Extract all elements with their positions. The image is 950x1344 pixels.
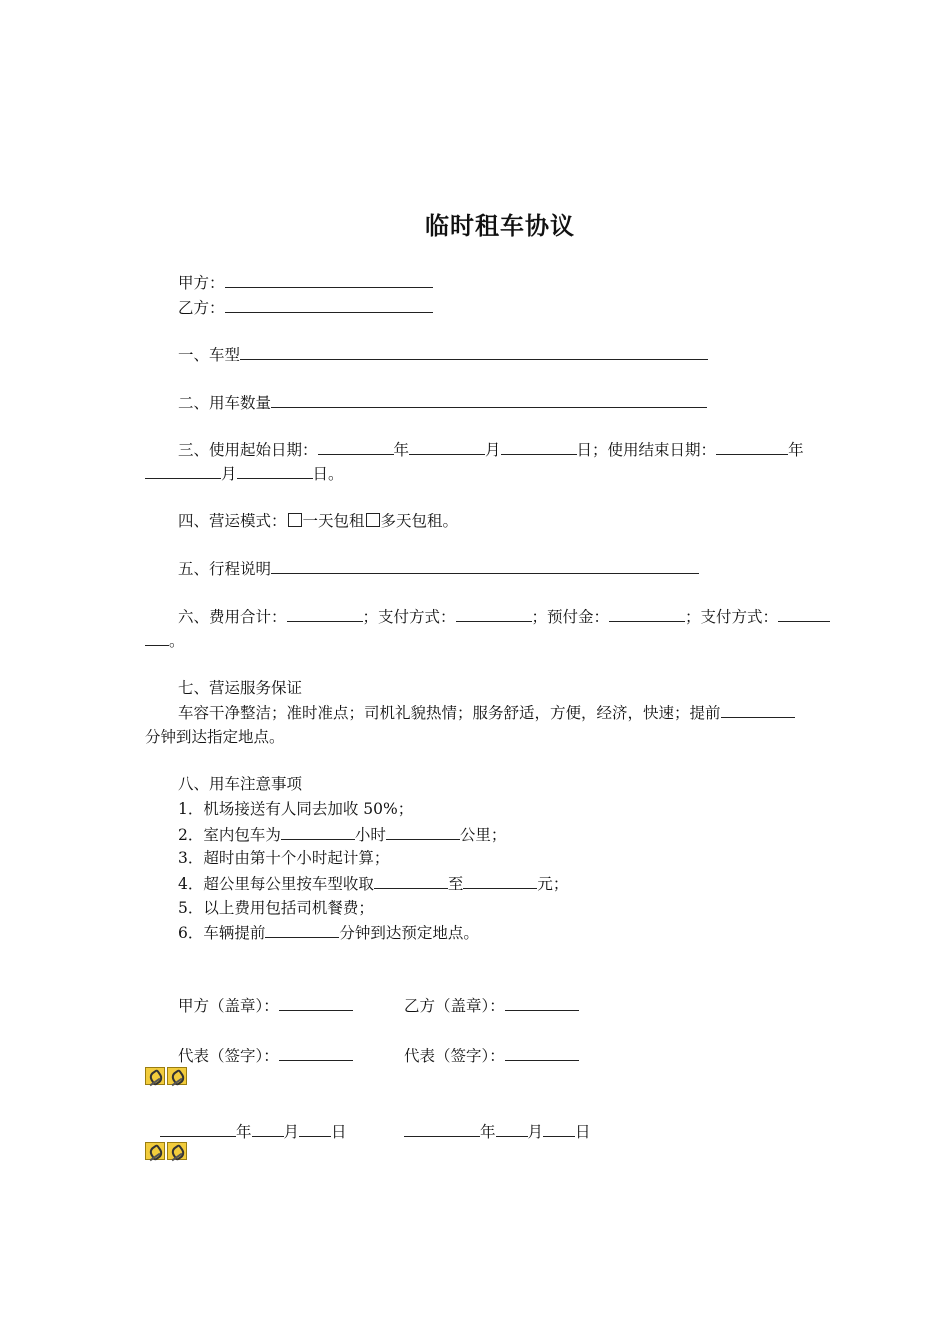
- section-operation-mode: [178, 511, 458, 531]
- advance-minutes-blank[interactable]: [721, 702, 795, 718]
- year-label: 年: [480, 1123, 496, 1141]
- embedded-object-icons: [145, 1067, 187, 1085]
- note-text: 公里；: [459, 826, 507, 844]
- party-a-line: [178, 272, 433, 293]
- party-a-month-blank[interactable]: [252, 1121, 284, 1137]
- itinerary-label: 五、行程说明: [178, 560, 272, 578]
- party-b-seal-label: 乙方（盖章）：: [404, 997, 505, 1015]
- month-label: 月: [221, 465, 237, 483]
- party-b-day-blank[interactable]: [543, 1121, 575, 1137]
- price-max-blank[interactable]: [463, 873, 537, 889]
- page-title: 临时租车协议: [425, 212, 575, 240]
- year-label: 年: [236, 1123, 252, 1141]
- payment-method-label: ；支付方式：: [362, 608, 456, 626]
- party-b-month-blank[interactable]: [496, 1121, 528, 1137]
- prepayment-blank[interactable]: [609, 606, 685, 622]
- party-a-year-blank[interactable]: [160, 1121, 236, 1137]
- note-item: [178, 824, 506, 845]
- hours-blank[interactable]: [281, 824, 355, 840]
- period: 。: [169, 632, 185, 650]
- party-b-line: [178, 297, 433, 318]
- party-b-rep-line: [404, 1045, 579, 1066]
- note-item: [178, 922, 479, 943]
- party-a-day-blank[interactable]: [299, 1121, 331, 1137]
- service-guarantee-text: 车容干净整洁；准时准点；司机礼貌热情；服务舒适，方便，经济，快速；提前: [178, 704, 721, 722]
- month-label: 月: [527, 1123, 544, 1141]
- note-item: 3．超时由第十个小时起计算；: [178, 849, 390, 867]
- section-dates-cont: [145, 463, 344, 484]
- fee-total-blank[interactable]: [287, 606, 363, 622]
- party-b-blank[interactable]: [225, 297, 433, 313]
- price-min-blank[interactable]: [374, 873, 448, 889]
- party-b-seal-line: [404, 995, 579, 1016]
- party-a-date-line: [160, 1121, 347, 1142]
- day-label: 日。: [312, 465, 344, 483]
- payment-method-blank[interactable]: [456, 606, 532, 622]
- start-year-blank[interactable]: [318, 439, 394, 455]
- vehicle-count-blank[interactable]: [271, 392, 707, 408]
- party-a-rep-label: 代表（签字）：: [178, 1047, 279, 1065]
- payment-method-2-blank-cont[interactable]: [145, 630, 169, 646]
- party-a-rep-blank[interactable]: [279, 1045, 353, 1061]
- prepayment-label: ；预付金：: [531, 608, 610, 626]
- note-text: 至: [447, 875, 464, 893]
- notes-heading: 八、用车注意事项: [178, 775, 303, 793]
- end-year-blank[interactable]: [716, 439, 788, 455]
- party-b-year-blank[interactable]: [404, 1121, 480, 1137]
- start-day-blank[interactable]: [501, 439, 577, 455]
- year-label: 年: [788, 441, 804, 459]
- end-day-blank[interactable]: [237, 463, 313, 479]
- party-a-seal-blank[interactable]: [279, 995, 353, 1011]
- note-text: 分钟到达预定地点。: [339, 924, 479, 942]
- paperclip-icon[interactable]: [167, 1142, 187, 1160]
- one-day-label: 一天包租: [302, 512, 365, 530]
- note-item: 1．机场接送有人同去加收 50%；: [178, 800, 414, 818]
- note-text: 小时: [354, 826, 386, 844]
- start-month-blank[interactable]: [409, 439, 485, 455]
- note-text: 4．超公里每公里按车型收取: [178, 875, 374, 893]
- section-fees-cont: [145, 630, 185, 651]
- fee-total-label: 六、费用合计：: [178, 608, 287, 626]
- day-label: 日: [331, 1123, 347, 1141]
- section-vehicle-type: [178, 344, 708, 365]
- section-vehicle-count: [178, 392, 707, 413]
- end-month-blank[interactable]: [145, 463, 221, 479]
- service-guarantee-body: [178, 702, 795, 723]
- advance-minutes-blank-2[interactable]: [265, 922, 339, 938]
- section-fees: [178, 606, 830, 627]
- party-b-rep-label: 代表（签字）：: [404, 1047, 505, 1065]
- party-a-label: 甲方：: [178, 274, 225, 292]
- note-text: 元；: [537, 875, 569, 893]
- note-item: [178, 873, 568, 894]
- km-blank[interactable]: [386, 824, 460, 840]
- party-a-rep-line: [178, 1045, 353, 1066]
- vehicle-type-blank[interactable]: [240, 344, 708, 360]
- payment-method-2-blank[interactable]: [778, 606, 830, 622]
- end-date-label: 日；使用结束日期：: [576, 441, 717, 459]
- payment-method-2-label: ；支付方式：: [685, 608, 779, 626]
- party-b-label: 乙方：: [178, 299, 225, 317]
- start-date-label: 三、使用起始日期：: [178, 441, 318, 459]
- itinerary-blank[interactable]: [271, 558, 699, 574]
- vehicle-count-label: 二、用车数量: [178, 394, 272, 412]
- operation-mode-label: 四、营运模式：: [178, 512, 287, 530]
- section-itinerary: [178, 558, 699, 579]
- party-b-seal-blank[interactable]: [505, 995, 579, 1011]
- section-dates: [178, 439, 804, 460]
- vehicle-type-label: 一、车型: [178, 346, 241, 364]
- day-label: 日: [575, 1123, 591, 1141]
- paperclip-icon[interactable]: [145, 1142, 165, 1160]
- multi-day-checkbox[interactable]: [366, 513, 380, 527]
- paperclip-icon[interactable]: [145, 1067, 165, 1085]
- embedded-object-icons: [145, 1142, 187, 1160]
- multi-day-label: 多天包租。: [380, 512, 459, 530]
- paperclip-icon[interactable]: [167, 1067, 187, 1085]
- month-label: 月: [485, 441, 501, 459]
- one-day-checkbox[interactable]: [288, 513, 302, 527]
- year-label: 年: [393, 441, 410, 459]
- note-text: 6．车辆提前: [178, 924, 266, 942]
- note-text: 2．室内包车为: [178, 826, 281, 844]
- month-label: 月: [283, 1123, 300, 1141]
- party-b-rep-blank[interactable]: [505, 1045, 579, 1061]
- party-b-date-line: [404, 1121, 591, 1142]
- party-a-seal-line: [178, 995, 353, 1016]
- service-guarantee-heading: 七、营运服务保证: [178, 679, 303, 697]
- service-guarantee-body-cont: 分钟到达指定地点。: [145, 728, 285, 746]
- party-a-blank[interactable]: [225, 272, 433, 288]
- note-item: 5．以上费用包括司机餐费；: [178, 899, 374, 917]
- party-a-seal-label: 甲方（盖章）：: [178, 997, 279, 1015]
